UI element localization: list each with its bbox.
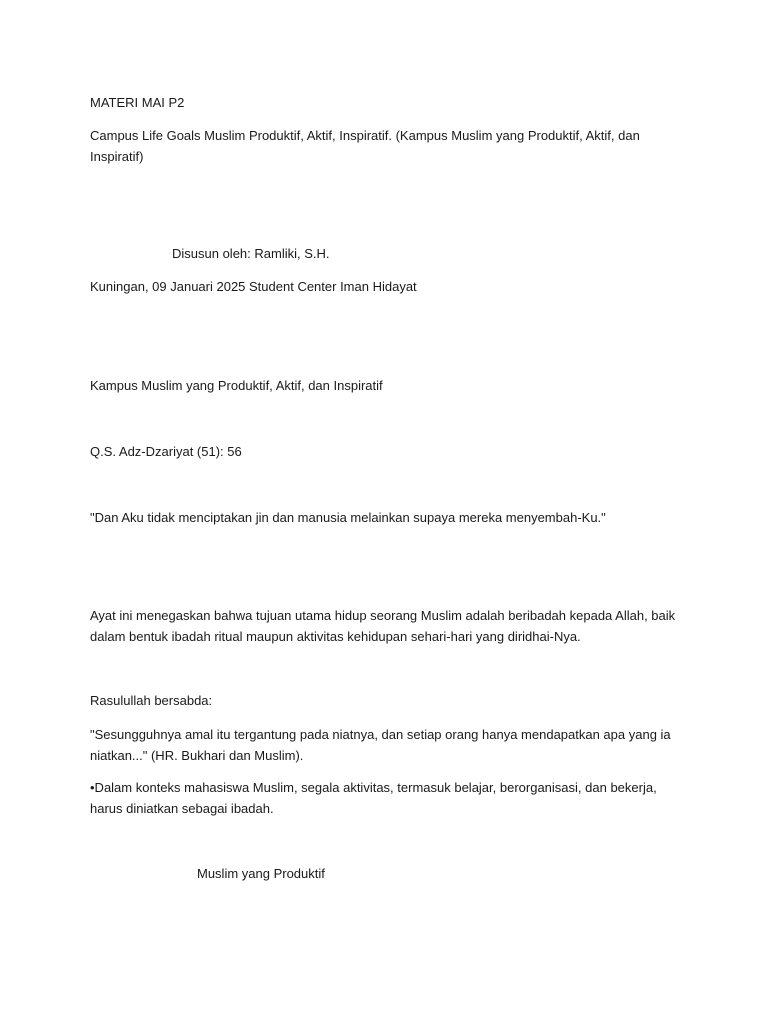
hadith-intro: Rasulullah bersabda: bbox=[90, 693, 213, 708]
place-date-line: Kuningan, 09 Januari 2025 Student Center Iman Hidayat bbox=[90, 279, 417, 294]
document-title: Campus Life Goals Muslim Produktif, Aktif, Inspiratif. (Kampus Muslim yang Produktif, Aktif, dan Inspiratif) bbox=[90, 128, 640, 164]
section-title: Kampus Muslim yang Produktif, Aktif, dan Inspiratif bbox=[90, 378, 383, 393]
subheading: Muslim yang Produktif bbox=[197, 866, 325, 881]
verse-reference: Q.S. Adz-Dzariyat (51): 56 bbox=[90, 444, 242, 459]
author-line: Disusun oleh: Ramliki, S.H. bbox=[172, 246, 330, 261]
explanation-paragraph: Ayat ini menegaskan bahwa tujuan utama hidup seorang Muslim adalah beribadah kepada Allah, baik dalam bentuk ibadah ritual maupun aktivitas kehidupan sehari-hari yang diridhai-Nya. bbox=[90, 608, 676, 644]
bullet-point: •Dalam konteks mahasiswa Muslim, segala aktivitas, termasuk belajar, berorganisasi, dan bekerja, harus diniatkan sebagai ibadah. bbox=[90, 780, 657, 816]
hadith-text: "Sesungguhnya amal itu tergantung pada niatnya, dan setiap orang hanya mendapatkan apa yang ia niatkan..." (HR. Bukhari dan Muslim). bbox=[90, 727, 671, 763]
verse-text: "Dan Aku tidak menciptakan jin dan manusia melainkan supaya mereka menyembah-Ku." bbox=[90, 510, 606, 525]
document-heading: MATERI MAI P2 bbox=[90, 95, 185, 110]
